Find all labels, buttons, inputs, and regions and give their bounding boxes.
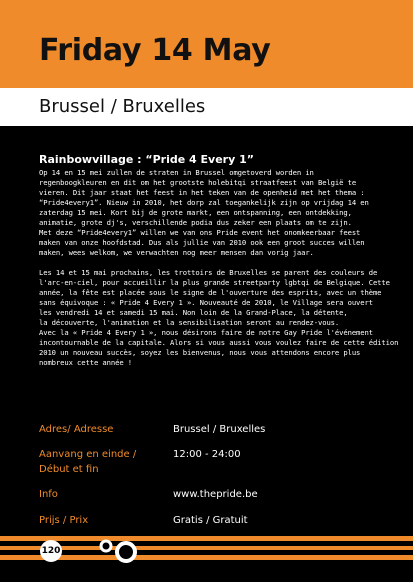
page-number-badge: 120 [40,540,62,562]
detail-value: Brussel / Bruxelles [173,424,266,435]
detail-value: 12:00 - 24:00 [173,449,241,460]
detail-label: Info [39,489,58,500]
location-band [0,88,413,126]
article-paragraph-nl: Op 14 en 15 mei zullen de straten in Brussel omgetoverd worden in regenboogkleuren en dit om het grootste holebitqi straatfeest van België te vieren. Dit jaar staat het feest in het teken van de openheid met het thema : “Pride4every1”. Nieuw in 2010, het dorp zal toegankelijk zijn op vrijdag 14 en zaterdag 15 mei. Kort bij de grote markt, een ontspanning, een ontdekking, animatie, grote dj's, verschillende podia dus zeker een plaats om te zijn. Met deze “Pride4every1” willen we van ons Pride event het onomkeerbaar feest maken van onze hoofdstad. Dus als jullie van 2010 ook een groot succes willen maken, wees welkom, we verwachten nog meer mensen dan vorig jaar. [39,168,369,257]
page-title: Friday 14 May [39,33,271,68]
detail-value: Gratis / Gratuit [173,515,248,526]
pride-logo-icon [98,535,144,565]
article [39,153,399,368]
footer-stripe-top [0,536,413,541]
header-banner [0,0,413,88]
info-link[interactable]: www.thepride.be [173,489,258,500]
detail-label: Aanvang en einde / Début et fin [39,449,137,475]
footer-stripe-bottom [0,555,413,560]
detail-label: Adres/ Adresse [39,424,114,435]
detail-label: Prijs / Prix [39,515,89,526]
paragraph-gap [39,258,379,268]
article-heading: Rainbowvillage : “Pride 4 Every 1” [39,153,254,166]
article-paragraph-fr: Les 14 et 15 mai prochains, les trottoirs de Bruxelles se parent des couleurs de l'arc-en-ciel, pour accueillir la plus grande streetparty lgbtqi de Belgique. Cette année, la fête est placée sous le signe de l'ouverture des esprits, avec un thème sans équivoque : « Pride 4 Every 1 ». Nouveauté de 2010, le Village sera ouvert les vendredi 14 et samedi 15 mai. Non loin de la Grand-Place, la détente, la découverte, l'animation et la sensibilisation seront au rendez-vous. Avec la « Pride 4 Every 1 », nous désirons faire de notre Gay Pride l'événement incontournable de la capitale. Alors si vous aussi vous voulez faire de cette édition 2010 un nouveau succès, soyez les bienvenus, nous vous attendons encore plus nombreux cette année ! [39,268,399,367]
city-label: Brussel / Bruxelles [39,96,206,117]
